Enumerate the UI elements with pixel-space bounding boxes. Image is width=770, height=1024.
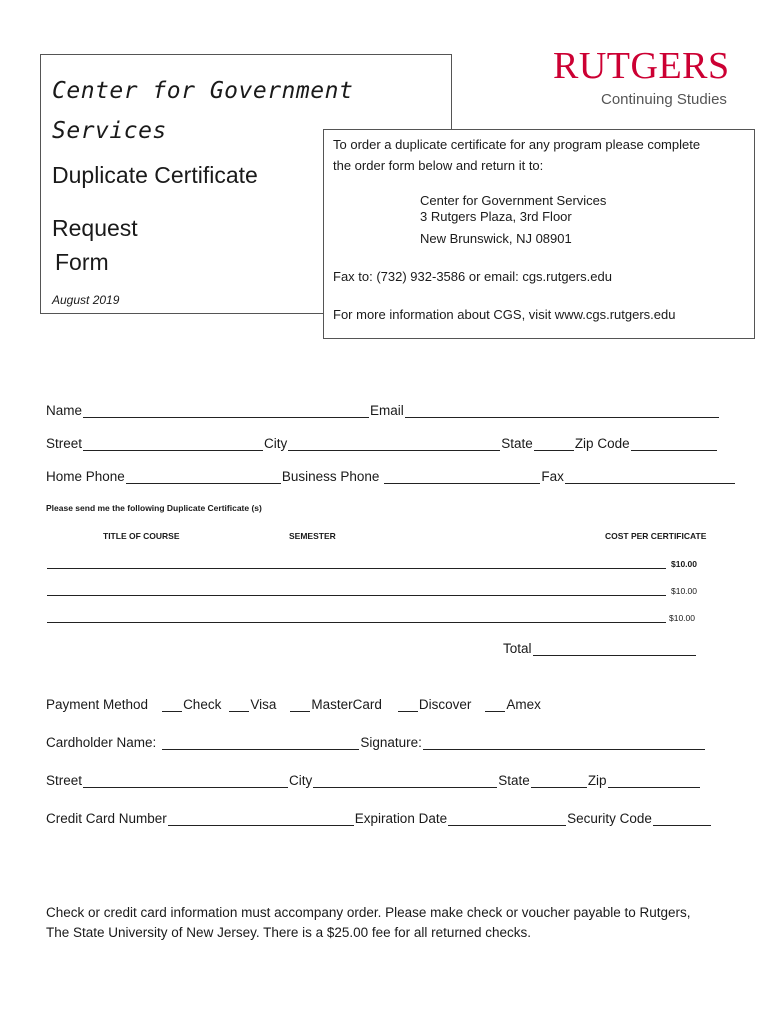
address-line-1: Center for Government Services: [420, 193, 607, 208]
mastercard-label: MasterCard: [311, 697, 382, 712]
certificate-cost: $10.00: [669, 613, 695, 623]
check-option[interactable]: [162, 699, 182, 712]
discover-label: Discover: [418, 697, 472, 712]
billing-state-field[interactable]: [531, 775, 587, 788]
request-line-2: Form: [55, 249, 109, 275]
payment-method-row: [46, 697, 541, 712]
title-line-1: Center for Government: [52, 78, 354, 104]
info-intro-1: To order a duplicate certificate for any program please complete: [333, 137, 701, 152]
total-row: [503, 641, 697, 656]
security-code-field[interactable]: [653, 813, 711, 826]
logo-subtitle: Continuing Studies: [601, 91, 727, 108]
fax-email-text: Fax to: (732) 932-3586 or email: cgs.rutgers.edu: [333, 269, 612, 284]
expiration-label: Expiration Date: [354, 811, 448, 826]
fax-field[interactable]: [565, 471, 735, 484]
city-label: City: [264, 436, 288, 451]
cardholder-field[interactable]: [162, 737, 359, 750]
card-number-label: Credit Card Number: [46, 811, 167, 826]
signature-label: Signature:: [360, 735, 422, 750]
billing-street-label: Street: [46, 773, 83, 788]
certificate-row-1-field[interactable]: [47, 556, 666, 569]
billing-zip-label: Zip: [587, 773, 607, 788]
contact-row-2: [46, 436, 718, 451]
home-phone-field[interactable]: [126, 471, 281, 484]
name-field[interactable]: [83, 405, 369, 418]
contact-row-3: [46, 469, 736, 484]
card-number-field[interactable]: [168, 813, 354, 826]
certificate-instruction: Please send me the following Duplicate Certificate (s): [46, 503, 262, 513]
billing-zip-field[interactable]: [608, 775, 700, 788]
address-line-2: 3 Rutgers Plaza, 3rd Floor: [420, 209, 572, 224]
certificate-row: [46, 583, 697, 596]
form-subtitle: Duplicate Certificate: [52, 162, 258, 188]
billing-state-label: State: [498, 773, 530, 788]
column-title-of-course: TITLE OF COURSE: [103, 531, 180, 541]
title-line-2: Services: [52, 118, 167, 144]
security-code-label: Security Code: [567, 811, 652, 826]
business-phone-field[interactable]: [384, 471, 540, 484]
check-label: Check: [183, 697, 222, 712]
home-phone-label: Home Phone: [46, 469, 125, 484]
certificate-row: [46, 556, 697, 569]
total-label: Total: [503, 641, 532, 656]
card-details-row: [46, 811, 712, 826]
certificate-row-3-field[interactable]: [47, 610, 666, 623]
address-line-3: New Brunswick, NJ 08901: [420, 231, 572, 246]
column-cost-per-certificate: COST PER CERTIFICATE: [605, 531, 707, 541]
payment-method-label: Payment Method: [46, 697, 149, 712]
total-field[interactable]: [533, 643, 696, 656]
info-intro-2: the order form below and return it to:: [333, 158, 544, 173]
street-field[interactable]: [83, 438, 263, 451]
footer-note-2: The State University of New Jersey. There is a $25.00 fee for all returned checks.: [46, 925, 531, 940]
state-field[interactable]: [534, 438, 574, 451]
billing-city-label: City: [289, 773, 313, 788]
footer-note-1: Check or credit card information must accompany order. Please make check or voucher payable to Rutgers,: [46, 905, 691, 920]
billing-street-field[interactable]: [83, 775, 288, 788]
certificate-row-2-field[interactable]: [47, 583, 666, 596]
signature-field[interactable]: [423, 737, 705, 750]
form-date: August 2019: [52, 293, 120, 307]
cardholder-label: Cardholder Name:: [46, 735, 157, 750]
cardholder-row: [46, 735, 706, 750]
discover-option[interactable]: [398, 699, 418, 712]
zip-label: Zip Code: [574, 436, 630, 451]
certificate-cost: $10.00: [671, 559, 697, 569]
certificate-row: [46, 610, 695, 623]
mastercard-option[interactable]: [290, 699, 310, 712]
more-info-text: For more information about CGS, visit www.cgs.rutgers.edu: [333, 307, 676, 322]
state-label: State: [501, 436, 533, 451]
street-label: Street: [46, 436, 83, 451]
email-field[interactable]: [405, 405, 719, 418]
expiration-field[interactable]: [448, 813, 566, 826]
city-field[interactable]: [288, 438, 500, 451]
request-line-1: Request: [52, 215, 138, 241]
fax-label: Fax: [541, 469, 564, 484]
contact-row-1: [46, 403, 720, 418]
email-label: Email: [370, 403, 404, 418]
certificate-cost: $10.00: [671, 586, 697, 596]
visa-option[interactable]: [229, 699, 249, 712]
business-phone-label: Business Phone: [281, 469, 380, 484]
visa-label: Visa: [250, 697, 277, 712]
billing-address-row: [46, 773, 701, 788]
rutgers-logo: RUTGERS: [553, 45, 730, 87]
billing-city-field[interactable]: [313, 775, 497, 788]
amex-label: Amex: [506, 697, 541, 712]
amex-option[interactable]: [485, 699, 505, 712]
zip-field[interactable]: [631, 438, 717, 451]
name-label: Name: [46, 403, 83, 418]
column-semester: SEMESTER: [289, 531, 336, 541]
